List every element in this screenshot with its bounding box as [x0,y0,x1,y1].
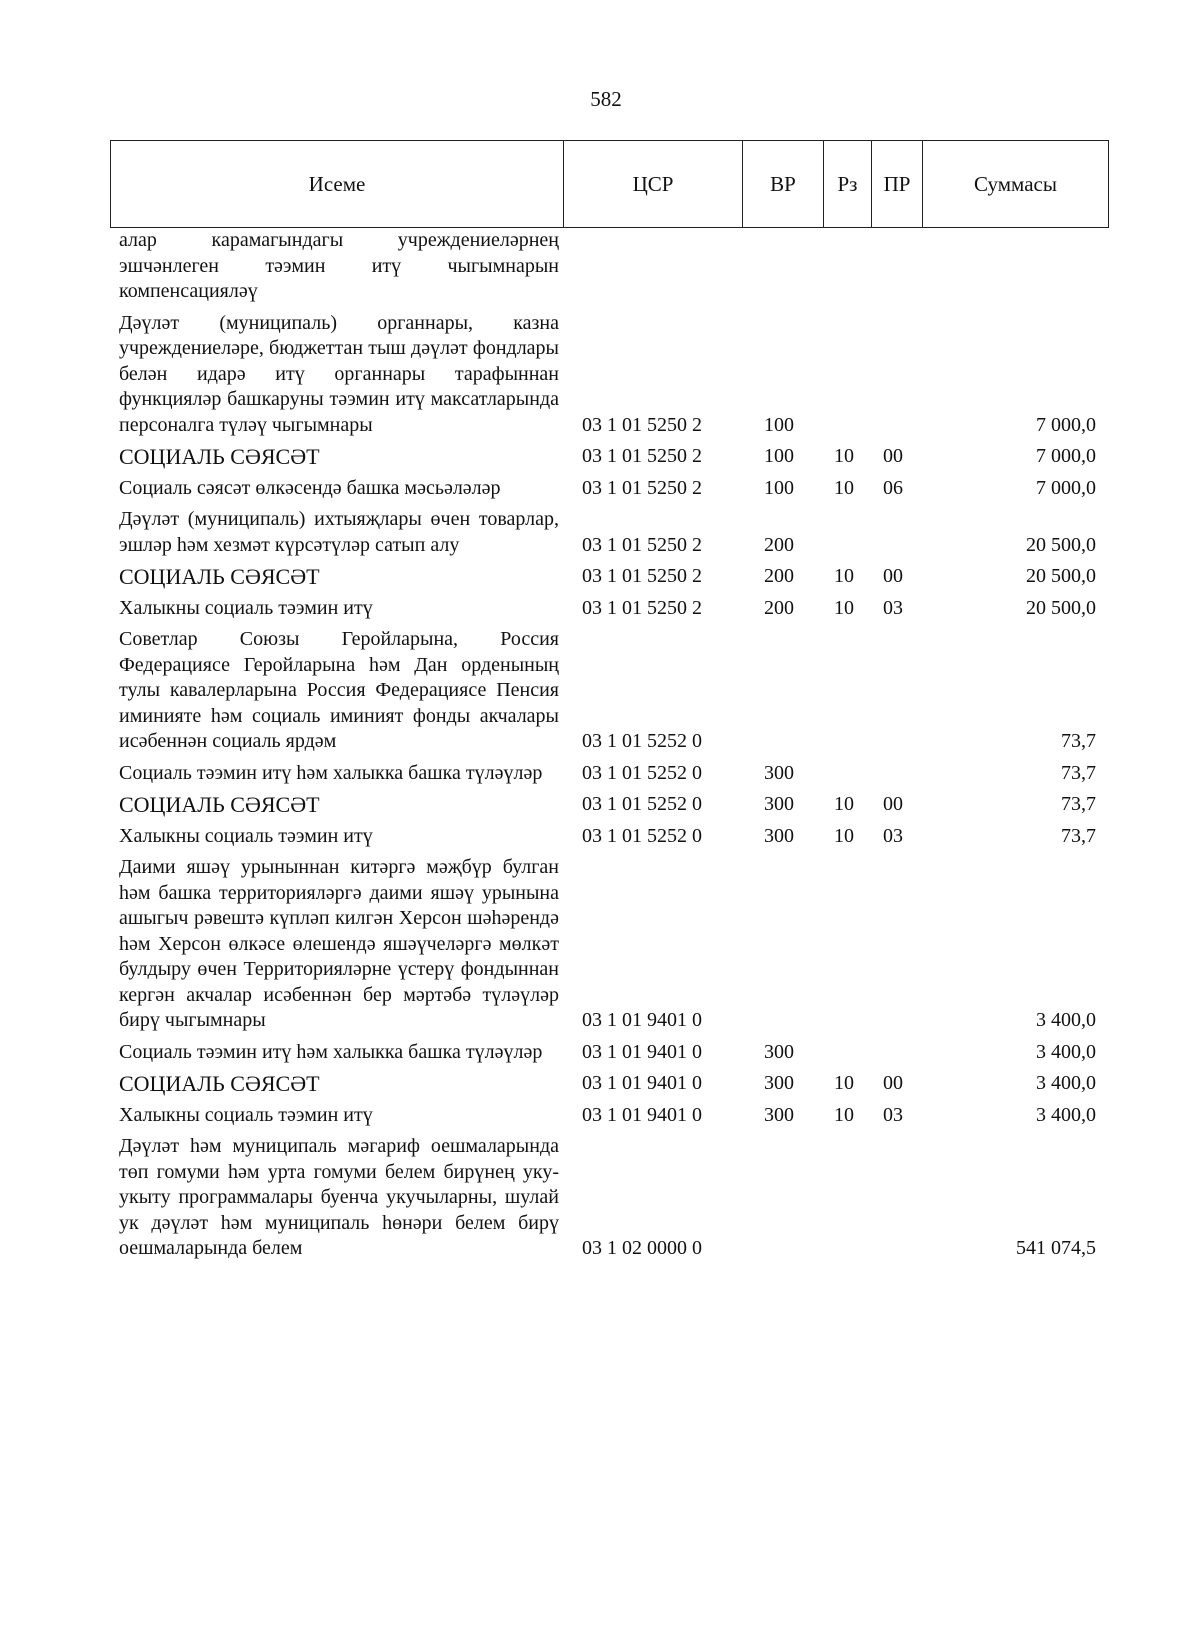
table-header [110,140,1109,228]
table-row [0,228,1200,305]
row-csr: 03 1 01 5250 2 [582,445,702,467]
header-vr: ВР [743,141,824,227]
row-sum: 20 500,0 [1026,565,1096,587]
row-csr: 03 1 01 9401 0 [582,1040,702,1063]
row-name: Халыкны социаль тәэмин итү [119,1103,373,1126]
row-name: Социаль сәясәт өлкәсендә башка мәсьәләләр [119,476,501,499]
row-values [0,824,1200,850]
row-csr: 03 1 01 5250 2 [582,596,702,619]
row-csr: 03 1 01 5250 2 [582,533,702,556]
row-values [0,1008,1200,1034]
row-values [0,729,1200,755]
row-pr: 00 [883,793,903,815]
row-section-name: СОЦИАЛЬ СӘЯСӘТ [119,444,320,469]
row-name: Дәүләт (муниципаль) ихтыяҗлары өчен товарлар, эшләр һәм хезмәт күрсәтүләр сатып алу [119,508,559,556]
row-vr: 100 [764,445,794,467]
table-body [0,228,1200,1268]
row-name: Халыкны социаль тәэмин итү [119,596,373,619]
row-sum: 73,7 [1061,793,1096,815]
row-sum: 7 000,0 [1036,476,1096,499]
row-section-name: СОЦИАЛЬ СӘЯСӘТ [119,1071,320,1096]
row-csr: 03 1 01 9401 0 [582,1103,702,1126]
row-sum: 20 500,0 [1026,533,1096,556]
table-row [0,792,1200,818]
row-csr: 03 1 01 5252 0 [582,761,702,784]
row-rz: 10 [834,793,854,815]
row-vr: 200 [764,565,794,587]
row-values [0,564,1200,590]
row-pr: 03 [883,596,903,619]
row-sum: 73,7 [1061,824,1096,847]
row-name: Советлар Союзы Геройларына, Россия Федерациясе Геройларына һәм Дан орденының тулы кавалерларына Россия Федерациясе Пенсия иминияте һәм социаль иминият фонды акчалары исәбеннән социаль ярдәм [119,628,559,752]
row-sum: 7 000,0 [1036,445,1096,467]
header-rz: Рз [824,141,872,227]
row-values [0,761,1200,787]
row-vr: 300 [764,1040,794,1063]
row-vr: 300 [764,824,794,847]
row-values [0,1236,1200,1262]
table-row [0,855,1200,1034]
header-csr: ЦСР [564,141,743,227]
row-rz: 10 [834,565,854,587]
row-csr: 03 1 01 5252 0 [582,793,702,815]
row-csr: 03 1 02 0000 0 [582,1237,702,1259]
row-name: Халыкны социаль тәэмин итү [119,824,373,847]
row-vr: 300 [764,793,794,815]
row-vr: 300 [764,1072,794,1094]
row-csr: 03 1 01 5250 2 [582,413,702,436]
row-name: Даими яшәү урыныннан китәргә мәҗбүр булган һәм башка территорияләргә даими яшәү урынына ашыгыч рәвештә күпләп килгән Херсон шәһәрендә һәм Херсон өлкәсе өлешендә яшәүчеләргә мөлкәт булдыру өчен Территорияләрне үстерү фондыннан кергән акчалар исәбеннән бер мәртәбә түләүләр бирү чыгымнары [119,856,559,1031]
row-values [0,444,1200,470]
row-vr: 100 [764,476,794,499]
row-sum: 3 400,0 [1036,1009,1096,1031]
row-sum: 20 500,0 [1026,596,1096,619]
row-rz: 10 [834,596,854,619]
table-row [0,476,1200,502]
row-csr: 03 1 01 5250 2 [582,565,702,587]
row-csr: 03 1 01 5252 0 [582,824,702,847]
row-section-name: СОЦИАЛЬ СӘЯСӘТ [119,564,320,589]
row-values [0,596,1200,622]
row-sum: 541 074,5 [1016,1237,1096,1259]
row-csr: 03 1 01 5252 0 [582,730,702,752]
row-rz: 10 [834,1103,854,1126]
header-pr: ПР [872,141,923,227]
row-sum: 3 400,0 [1036,1103,1096,1126]
row-name: Дәүләт һәм муниципаль мәгариф оешмаларында төп гомуми һәм урта гомуми белем бирүнең уку-укыту программалары буенча укучыларны, шулай ук дәүләт һәм муниципаль һөнәри белем бирү оешмаларында белем [119,1135,559,1259]
header-sum: Суммасы [974,171,1057,196]
row-sum: 3 400,0 [1036,1072,1096,1094]
row-csr: 03 1 01 5250 2 [582,476,702,499]
table-row [0,1040,1200,1066]
row-csr: 03 1 01 9401 0 [582,1009,702,1031]
row-vr: 200 [764,596,794,619]
header-name: Исеме [111,141,564,227]
table-row [0,507,1200,558]
row-sum: 73,7 [1061,730,1096,752]
row-sum: 73,7 [1061,761,1096,784]
row-name: Социаль тәэмин итү һәм халыкка башка түләүләр [119,1040,543,1063]
row-vr: 100 [764,413,794,436]
row-pr: 03 [883,1103,903,1126]
row-rz: 10 [834,1072,854,1094]
row-pr: 00 [883,1072,903,1094]
table-row [0,444,1200,470]
row-values [0,279,1200,305]
row-rz: 10 [834,824,854,847]
row-vr: 300 [764,1103,794,1126]
row-pr: 00 [883,445,903,467]
table-row [0,824,1200,850]
row-vr: 300 [764,761,794,784]
table-row [0,311,1200,439]
table-row [0,1134,1200,1262]
row-section-name: СОЦИАЛЬ СӘЯСӘТ [119,792,320,817]
table-row [0,596,1200,622]
table-row [0,564,1200,590]
row-sum: 7 000,0 [1036,413,1096,436]
row-values [0,476,1200,502]
row-values [0,413,1200,439]
table-row [0,1071,1200,1097]
page-number: 582 [590,87,622,111]
row-values [0,1071,1200,1097]
row-csr: 03 1 01 9401 0 [582,1072,702,1094]
table-row [0,1103,1200,1129]
row-pr: 06 [883,476,903,499]
table-row [0,761,1200,787]
row-values [0,1040,1200,1066]
row-pr: 03 [883,824,903,847]
row-name: Дәүләт (муниципаль) органнары, казна учреждениеләре, бюджеттан тыш дәүләт фондлары белән идарә итү органнары тарафыннан функцияләр башкаруны тәэмин итү максатларында персоналга түләү чыгымнары [119,311,559,436]
row-name: Социаль тәэмин итү һәм халыкка башка түләүләр [119,761,543,784]
row-vr: 200 [764,533,794,556]
row-name: алар карамагындагы учреждениеләрнең эшчәнлеген тәэмин итү чыгымнарын компенсацияләү [119,229,559,302]
row-values [0,1103,1200,1129]
row-values [0,533,1200,559]
table-row [0,627,1200,755]
row-rz: 10 [834,476,854,499]
row-values [0,792,1200,818]
row-sum: 3 400,0 [1036,1040,1096,1063]
row-rz: 10 [834,445,854,467]
row-pr: 00 [883,565,903,587]
